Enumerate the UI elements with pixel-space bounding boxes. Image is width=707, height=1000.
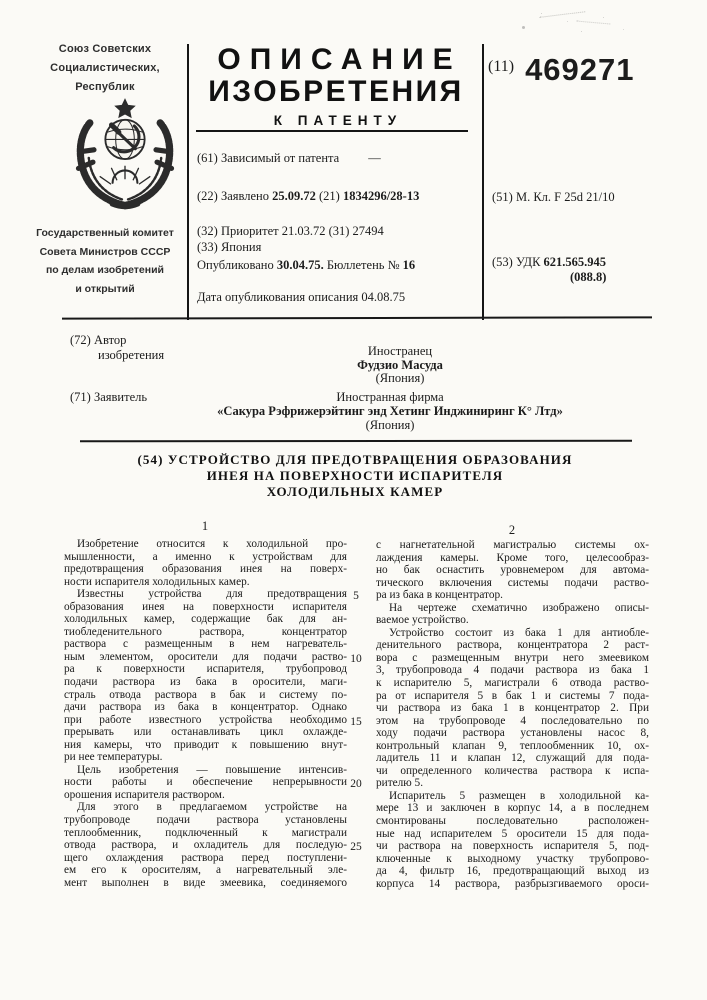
body-line: лаждения камеры. Кроме того, целесообраз- [376,551,649,564]
field-label: УДК [515,255,541,269]
field-dependent [197,151,381,166]
gutter-line-number: 10 [350,652,362,665]
body-line: щего охлаждения раствора перед поступлени- [64,851,347,864]
field-country [197,240,261,255]
field-code: (32) [197,224,218,238]
author-value [190,345,610,386]
pub-number-code: (11) [488,58,515,75]
field-code: (33) [197,240,218,254]
field-value: — [368,151,381,165]
body-line: предотвращения образования инея на поверх- [64,563,347,576]
field-label: Заявлено [220,189,269,203]
country-value: Япония [220,240,262,254]
field-filed [197,189,419,204]
priority-date: 21.03.72 [281,224,326,238]
priority-number: 27494 [352,224,384,238]
body-line: Изобретение относится к холодильной про- [77,538,347,550]
body-line: образования инея на поверхности испарителя [64,600,347,613]
body-line: но бак оснастить уровнемером для автома- [376,564,649,577]
header-divider-right [482,44,484,320]
field-code: (21) [318,189,340,203]
body-line: тиобледенительного раствора, концентратор [64,625,347,638]
committee-name-line: Совета Министров СССР [39,245,171,258]
body-line: подачи раствора из бака в оросители, маги- [64,676,347,689]
union-name-line: Республик [75,81,135,93]
field-code: (53) [492,255,513,269]
column-2-number: 2 [508,523,516,537]
applicant-label: (71) Заявитель [70,390,148,404]
body-line: Для этого в предлагаемом устройстве на [77,801,347,814]
body-line: ем его к оросителям, а нагревательный эле- [64,864,347,877]
body-line: ра от испарителя 5 в бак 1 и системы 7 пода- [376,689,649,702]
body-line: рителю 5. [376,777,424,790]
section-divider [62,316,652,319]
pub-number-value: 469271 [525,52,635,87]
header-divider-left [187,44,189,320]
body-line: мере 13 и заключен в корпус 14, а в последнем [376,802,649,815]
applicant-value-line: Иностранная фирма [336,390,444,404]
body-line: чи определенного количества раствора к испа- [376,764,649,777]
body-line: ходу подачи раствора установлены насос 8, [376,727,649,740]
body-line: Испаритель 5 размещен в холодильной ка- [389,789,649,802]
author-code: (72) Автор [70,333,127,347]
field-label: Дата опубликования описания [197,290,359,304]
field-udc [492,255,606,270]
body-line: мент выполнен в виде змеевика, соединяемого [64,876,347,889]
field-priority [197,224,384,239]
body-line: чи раствора на поверхность испарителя 5, под- [376,840,649,853]
body-line: ваемое устройство. [376,614,469,627]
field-label: Опубликовано [197,258,274,272]
body-line: Устройство состоит из бака 1 для антиобле- [389,626,649,639]
author-value-line: Иностранец [367,344,433,358]
field-label: Бюллетень № [326,258,400,272]
body-line: смонтированы последовательно расположен- [376,815,649,828]
body-line: ра к поверхности испарителя, трубопровод [64,663,347,676]
author-value-line: (Япония) [375,371,425,385]
filed-date: 25.09.72 [272,189,316,203]
body-line: Известны устройства для предотвращения [77,588,347,601]
body-line: ным элементом, оросители для подачи раство- [64,650,347,663]
ipc-class: F 25d 21/10 [554,190,615,204]
body-line: ключенные к выходному участку трубопрово- [376,852,649,865]
author-value-line: Фудзио Масуда [357,357,443,372]
column-1-number: 1 [201,519,209,533]
udc-number-2: (088.8) [570,270,607,284]
gutter-line-number: 20 [350,778,362,791]
body-line: ри нее температуры. [64,751,163,764]
body-line: теплообменник, подключенный к магистрали [64,826,347,839]
gutter-line-number: 25 [350,841,362,854]
committee-name-line: по делам изобретений [45,264,165,276]
body-line: 3, трубопровода 4 подачи раствора из бака 1 [376,664,649,677]
field-label: М. Кл. [515,190,552,204]
gutter-line-number: 5 [353,590,359,603]
body-line: холодильных камер, содержащие бак для ан- [64,613,347,626]
applicant-value-line: «Сакура Рэфрижерэйтинг энд Хетинг Инджиниринг К° Лтд» [217,403,563,418]
invention-title [110,452,600,499]
body-line: страль отвода раствора в бак и систему по- [64,688,347,701]
body-column-left [64,538,347,889]
invention-title-line: ИНЕЯ НА ПОВЕРХНОСТИ ИСПАРИТЕЛЯ [206,467,504,483]
invention-title-line: (54) УСТРОЙСТВО ДЛЯ ПРЕДОТВРАЩЕНИЯ ОБРАЗОВАНИЯ [137,452,573,467]
gutter-line-number: 15 [350,715,362,728]
body-line: ности работы и обеспечение непрерывности [64,776,347,789]
scan-smudge-artifact [512,2,652,38]
body-line: при работе известного устройства необходимо [64,713,347,726]
body-column-right [376,539,649,890]
union-name [20,40,190,97]
body-line: к испарителю 5, магистрали 6 отвода раство- [376,677,649,690]
body-line: чи раствора из бака 1 в концентратор 2. При [376,702,649,715]
application-number: 1834296/28-13 [342,189,420,203]
body-line: контрольный клапан 9, теплообменник 10, ох- [376,739,649,752]
applicant-value-line: (Япония) [365,417,415,432]
field-code: (61) [197,151,218,165]
author-label [70,333,164,363]
document-title-sub: К ПАТЕНТУ [273,113,403,128]
applicant-value [140,391,640,432]
publication-number [488,52,635,88]
title-divider [80,440,632,443]
body-line: раствора с размещенным в нем нагреватель- [64,638,347,651]
committee-name-line: и открытий [75,282,135,295]
document-title-line2: ИЗОБРЕТЕНИЯ [208,75,464,108]
body-line: прерывать или останавливать цикл охлажде- [64,726,347,739]
author-code-line2: изобретения [98,348,165,362]
body-line: да 4, фильтр 16, предотвращающий выход из [376,865,649,878]
field-published [197,258,415,273]
ussr-emblem-icon [68,96,182,223]
body-line: трубопроводе подачи раствора установлены [64,814,347,827]
bulletin-number: 16 [402,258,416,272]
invention-title-line: ХОЛОДИЛЬНЫХ КАМЕР [266,483,444,499]
body-line: На чертеже схематично изображено описы- [389,601,649,614]
body-line: вора с размещенным внутри него змеевиком [376,651,649,664]
body-line: ра из бака в концентратор. [376,589,503,602]
body-line: орошения испарителя раствором. [64,788,225,801]
body-line: отвода раствора, и охладитель для последую- [64,839,347,852]
description-date: 04.08.75 [361,290,406,304]
body-line: мышленности, а именно к устройствам для [64,550,347,563]
document-title-line1: ОПИСАНИЕ [217,43,462,76]
field-code: (31) [328,224,350,238]
published-date: 30.04.75. [276,258,324,272]
field-description-date [197,290,405,305]
body-line: дачи раствора из бака в концентратор. Однако [64,701,347,714]
union-name-line: Союз Советских [58,43,152,55]
body-line: ности испарителя холодильных камер. [64,575,250,588]
document-title [190,44,480,128]
union-name-line: Социалистических, [50,62,160,74]
field-code: (22) [197,189,218,203]
field-label: Зависимый от патента [220,151,340,165]
field-label: Приоритет [220,224,279,238]
body-line: тического включения системы подачи раство- [376,576,649,589]
body-line: ные над испарителем 5 оросители 15 для пода- [376,827,649,840]
body-line: корпуса 14 раствора, разбрызгиваемого ороси- [376,877,649,890]
body-line: ния камеры, что приводит к повышению внут- [64,738,347,751]
body-line: денительного раствора, концентратора 2 раст- [376,639,649,652]
field-code: (51) [492,190,513,204]
body-line: Цель изобретения — повышение интенсив- [77,763,347,776]
body-line: с нагнетательной магистралью системы ох- [376,539,649,551]
doc-title-underline [196,130,468,132]
committee-name [22,224,188,298]
committee-name-line: Государственный комитет [36,227,174,239]
field-ipc [492,190,615,205]
udc-number: 621.565.945 [543,255,607,269]
body-line: этом на трубопроводе 4 последовательно по [376,714,649,727]
body-line: ладитель 11 и клапан 12, служащий для пода- [376,752,649,765]
